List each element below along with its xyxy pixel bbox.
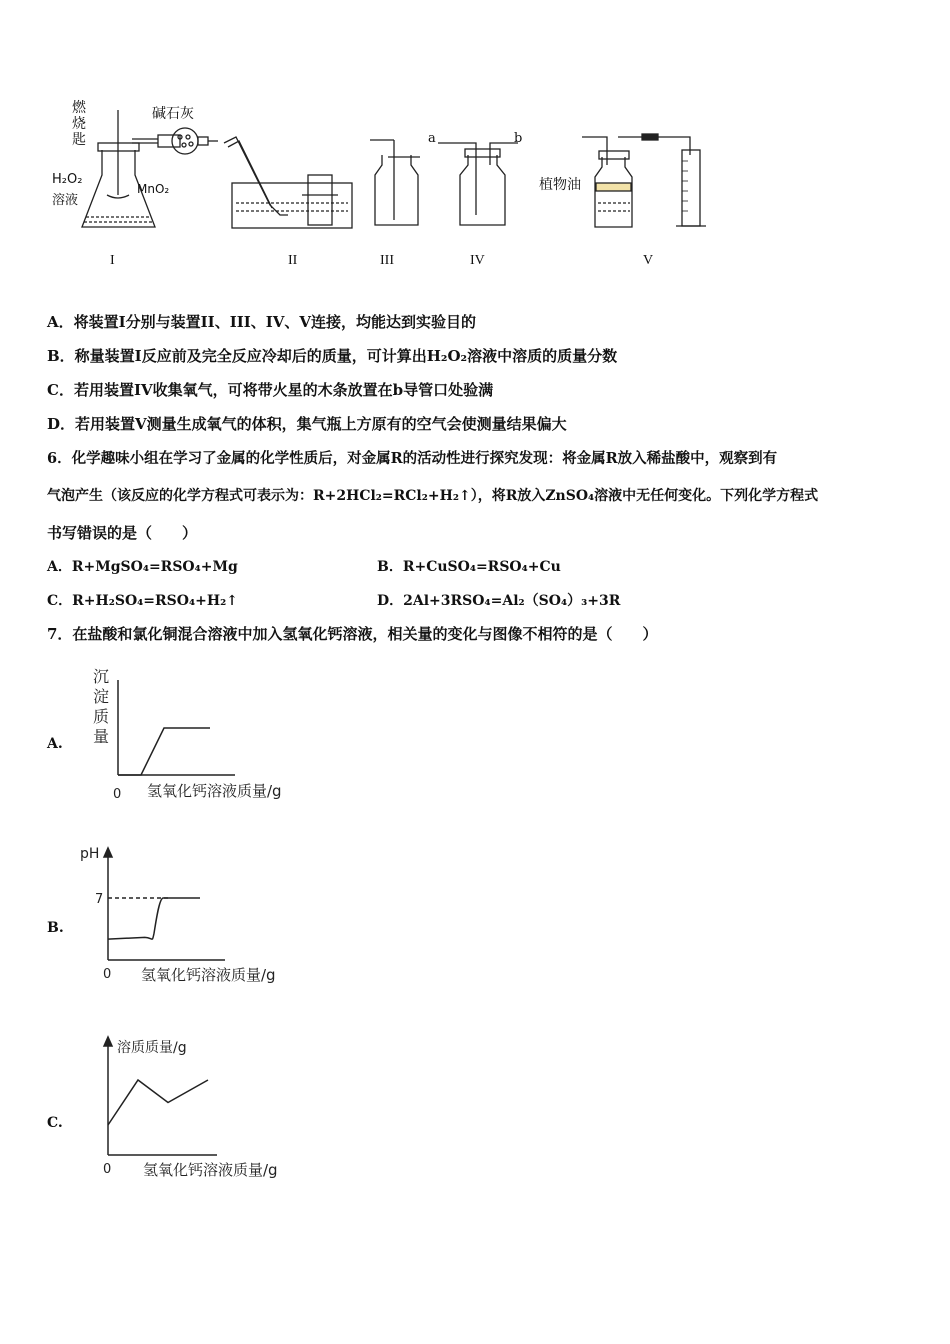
chart-c-origin: 0 <box>103 1162 112 1177</box>
chart-a-origin: 0 <box>113 787 122 802</box>
q6-option-c: C．R+H₂SO₄=RSO₄+H₂↑ <box>47 593 238 609</box>
chart-b-ref-label: 7 <box>95 892 104 907</box>
q5-option-c: C．若用装置IV收集氧气，可将带火星的木条放置在b导管口处验满 <box>47 381 494 399</box>
chart-a-ylabel-3: 质 <box>93 707 110 726</box>
chart-b-ylabel: pH <box>80 846 100 862</box>
label-h2o2: H₂O₂ <box>52 172 83 187</box>
chart-a-ylabel-4: 量 <box>93 727 110 746</box>
numeral-1: I <box>110 253 115 268</box>
chart-c <box>75 1030 325 1190</box>
chart-a-series-line <box>118 728 210 775</box>
chart-a-ylabel-1: 沉 <box>93 667 110 686</box>
q6-option-a: A．R+MgSO₄=RSO₄+Mg <box>47 559 238 575</box>
chart-b-origin: 0 <box>103 967 112 982</box>
chart-a-xlabel: 氢氧化钙溶液质量/g <box>147 782 282 800</box>
numeral-5: V <box>643 253 654 268</box>
device-5-setup <box>582 134 706 227</box>
q7-stem: 7．在盐酸和氯化铜混合溶液中加入氢氧化钙溶液，相关量的变化与图像不相符的是（ ） <box>47 625 658 643</box>
q7-option-a-label: A. <box>47 736 63 752</box>
chart-a <box>85 660 325 810</box>
q6-option-d: D．2Al+3RSO₄=Al₂（SO₄）₃+3R <box>377 593 621 609</box>
q6-option-b: B．R+CuSO₄=RSO₄+Cu <box>377 559 561 575</box>
q7-option-b-label: B. <box>47 920 64 936</box>
chart-c-xlabel: 氢氧化钙溶液质量/g <box>143 1161 278 1179</box>
label-a: a <box>428 131 436 146</box>
chart-b-y-arrow <box>104 848 112 857</box>
device-4-bottle <box>438 143 518 225</box>
device-1-flask <box>82 110 218 227</box>
chart-c-series-line <box>108 1080 208 1125</box>
label-mno2: MnO₂ <box>137 182 170 196</box>
chart-c-ylabel: 溶质质量/g <box>117 1040 187 1056</box>
chart-a-ylabel-2: 淀 <box>93 687 110 706</box>
label-soda-lime: 碱石灰 <box>152 106 194 122</box>
q5-option-a: A．将装置I分别与装置II、III、IV、V连接，均能达到实验目的 <box>47 313 477 331</box>
chart-b-xlabel: 氢氧化钙溶液质量/g <box>141 966 276 984</box>
chart-c-y-arrow <box>104 1037 112 1046</box>
label-solution: 溶液 <box>52 193 79 208</box>
q6-stem-line-1: 6．化学趣味小组在学习了金属的化学性质后，对金属R的活动性进行探究发现：将金属R放入稀盐酸中，观察到有 <box>47 450 778 467</box>
label-burning-spoon: 燃烧匙 <box>72 100 86 148</box>
numeral-2: II <box>288 253 298 268</box>
device-2-trough <box>224 137 352 228</box>
numeral-3: III <box>380 253 394 268</box>
numeral-4: IV <box>470 253 485 268</box>
chart-b <box>75 840 325 990</box>
label-b: b <box>514 131 523 146</box>
chart-b-series-line <box>108 898 200 939</box>
q5-option-d: D．若用装置V测量生成氧气的体积，集气瓶上方原有的空气会使测量结果偏大 <box>47 415 567 433</box>
label-oil: 植物油 <box>539 177 581 193</box>
device-3-bottle <box>370 140 420 225</box>
q7-option-c-label: C. <box>47 1115 63 1131</box>
q6-stem-line-3: 书写错误的是（ ） <box>47 524 198 542</box>
q6-stem-line-2: 气泡产生（该反应的化学方程式可表示为：R+2HCl₂=RCl₂+H₂↑），将R放入ZnSO₄溶液中无任何变化。下列化学方程式 <box>47 488 819 504</box>
q5-option-b: B．称量装置I反应前及完全反应冷却后的质量，可计算出H₂O₂溶液中溶质的质量分数 <box>47 347 618 365</box>
